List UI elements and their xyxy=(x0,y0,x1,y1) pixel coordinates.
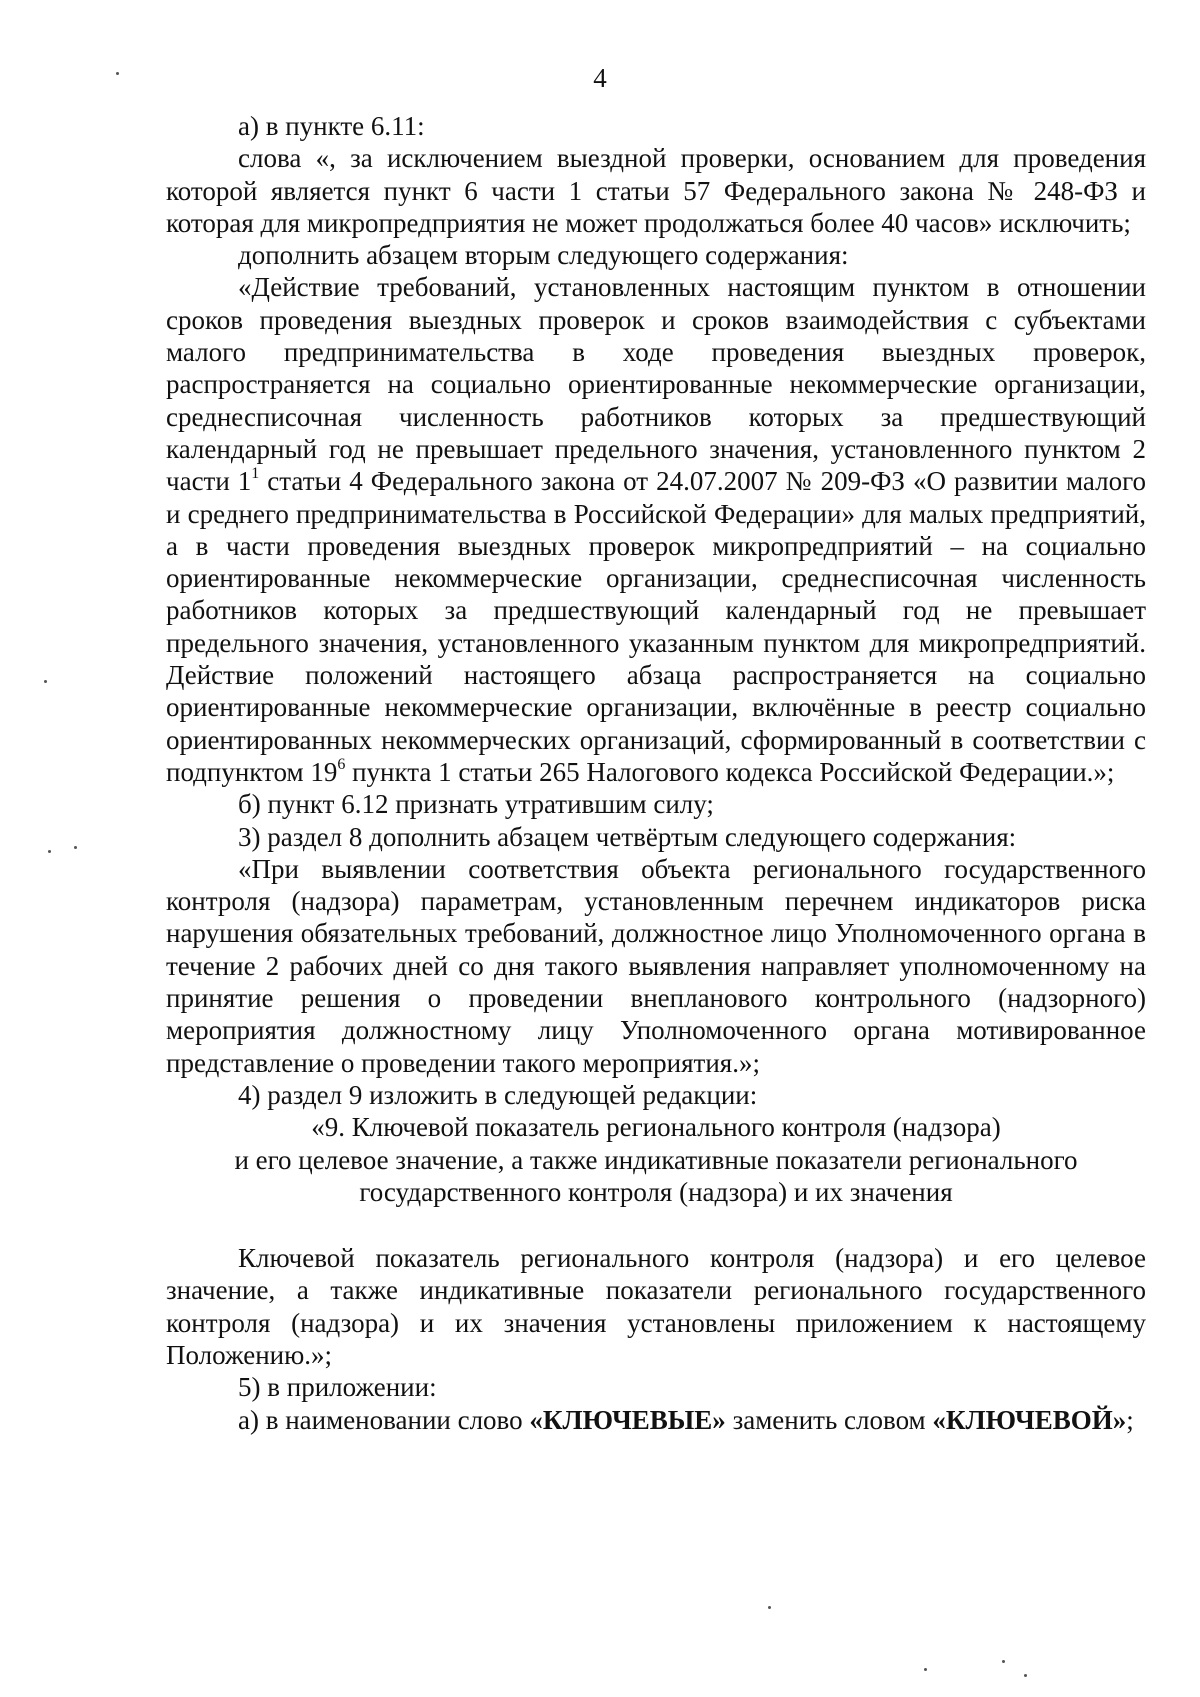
text-run: пункта 1 статьи 265 Налогового кодекса Российской Федерации.»; xyxy=(345,756,1115,787)
paragraph-words-exclusion: слова «, за исключением выездной проверки, основанием для проведения которой является пункт 6 части 1 статьи 57 Федерального закона № 248-ФЗ и которая для микропредприятия не может продолжаться более 40 часов» исключить; xyxy=(166,143,1146,238)
page-number: 4 xyxy=(593,63,607,93)
heading-line: «9. Ключевой показатель регионального контроля (надзора) xyxy=(311,1112,1001,1143)
scan-speck xyxy=(116,72,119,75)
paragraph-add-second: дополнить абзацем вторым следующего содержания: xyxy=(238,240,849,271)
paragraph-risk-indicators: «При выявлении соответствия объекта регионального государственного контроля (надзора) параметрам, установленным перечнем индикаторов риска нарушения обязательных требований, должностное лицо Уполномоченного органа в течение 2 рабочих дней со дня такого выявления направляет уполномоченному на принятие решения о проведении внепланового контрольного (надзорного) мероприятия должностному лицу Уполномоченного органа мотивированное представление о проведении такого мероприятия.»; xyxy=(166,853,1146,1078)
paragraph-a-6-11: а) в пункте 6.11: xyxy=(238,111,425,141)
text-run: ; xyxy=(1126,1404,1134,1435)
paragraph-b-6-12: б) пункт 6.12 признать утратившим силу; xyxy=(238,789,714,820)
heading-line: государственного контроля (надзора) и их значения xyxy=(359,1176,953,1207)
text-run: статьи 4 Федерального закона от 24.07.2007 № 209-ФЗ «О развитии малого и среднего предпринимательства в Российской Федерации» для малых предприятий, а в части проведения выездных проверок микропредприятий – на социально ориентированные некоммерческие организации, среднесписочная численность работников которых за предшествующий календарный год не превышает предельного значения, установленного указанным пунктом для микропредприятий. Действие положений настоящего абзаца распространяется на социально ориентированные некоммерческие организации, включённые в реестр социально ориентированных некоммерческих организаций, сформированный в соответствии с подпунктом 19 xyxy=(166,466,1146,787)
paragraph-key-indicator: Ключевой показатель регионального контроля (надзора) и его целевое значение, а также индикативные показатели регионального государственного контроля (надзора) и их значения установлены приложением к настоящему Положению.»; xyxy=(166,1243,1146,1370)
bold-word: «КЛЮЧЕВОЙ» xyxy=(932,1404,1127,1435)
paragraph-section-9: 4) раздел 9 изложить в следующей редакции: xyxy=(238,1079,758,1110)
text-run: «Действие требований, установленных настоящим пунктом в отношении сроков проведения выездных проверок и сроков взаимодействия с субъектами малого предпринимательства в ходе проведения выездных проверок, распространяется на социально ориентированные некоммерческие организации, среднесписочная численность работников которых за предшествующий календарный год не превышает предельного значения, установленного пунктом 2 части 1 xyxy=(166,272,1146,497)
text-run: а) в наименовании слово xyxy=(238,1404,530,1435)
scan-speck xyxy=(1024,1674,1027,1677)
scan-speck xyxy=(768,1606,771,1609)
scan-speck xyxy=(48,850,51,853)
paragraph-replace-word xyxy=(166,1404,1146,1436)
text-run: заменить словом xyxy=(725,1404,933,1435)
scan-speck xyxy=(924,1668,927,1671)
bold-word: «КЛЮЧЕВЫЕ» xyxy=(529,1404,726,1435)
scan-speck xyxy=(44,680,47,683)
scan-speck xyxy=(74,846,77,849)
scan-speck xyxy=(1002,1660,1005,1663)
section-heading xyxy=(166,1111,1146,1208)
document-body xyxy=(166,110,1146,1436)
heading-line: и его целевое значение, а также индикативные показатели регионального xyxy=(234,1144,1078,1175)
spacer xyxy=(166,1208,1146,1242)
superscript: 1 xyxy=(251,465,260,483)
superscript: 6 xyxy=(337,755,346,773)
paragraph-appendix: 5) в приложении: xyxy=(238,1372,437,1403)
paragraph-requirements-quote xyxy=(166,271,1146,788)
paragraph-section-8: 3) раздел 8 дополнить абзацем четвёртым следующего содержания: xyxy=(238,821,1017,852)
